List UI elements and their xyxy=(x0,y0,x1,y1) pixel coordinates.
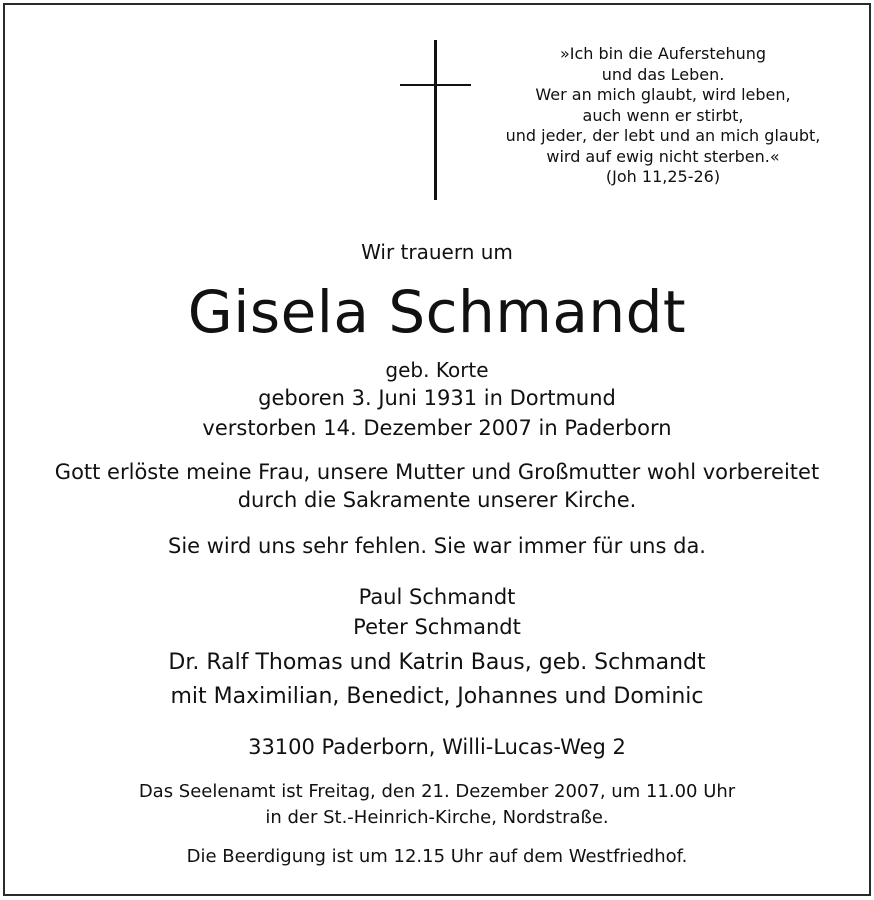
mourner-name: Peter Schmandt xyxy=(353,615,521,639)
service-location: in der St.-Heinrich-Kirche, Nordstraße. xyxy=(265,807,609,828)
birth-info: geboren 3. Juni 1931 in Dortmund xyxy=(258,386,616,410)
bible-verse xyxy=(478,44,848,188)
message-line: durch die Sakramente unserer Kirche. xyxy=(237,488,637,512)
verse-line: Wer an mich glaubt, wird leben, xyxy=(535,85,791,104)
mourner-name: mit Maximilian, Benedict, Johannes und Dominic xyxy=(170,684,704,709)
cross-horizontal-bar xyxy=(400,84,471,86)
deceased-name: Gisela Schmandt xyxy=(187,278,687,346)
death-info: verstorben 14. Dezember 2007 in Paderborn xyxy=(202,416,672,440)
intro-text: Wir trauern um xyxy=(361,240,513,264)
service-info: Das Seelenamt ist Freitag, den 21. Dezember 2007, um 11.00 Uhr xyxy=(138,781,736,802)
verse-line: auch wenn er stirbt, xyxy=(582,105,744,125)
verse-line: und das Leben. xyxy=(601,64,725,84)
cross-vertical-bar xyxy=(434,40,437,200)
verse-line: »Ich bin die Auferstehung xyxy=(559,44,767,63)
missed-text: Sie wird uns sehr fehlen. Sie war immer für uns da. xyxy=(167,534,706,558)
verse-line: wird auf ewig nicht sterben.« xyxy=(546,146,780,166)
mourner-name: Dr. Ralf Thomas und Katrin Baus, geb. Schmandt xyxy=(168,650,706,675)
mourner-name: Paul Schmandt xyxy=(358,585,516,609)
verse-line: und jeder, der lebt und an mich glaubt, xyxy=(505,126,821,145)
verse-reference: (Joh 11,25-26) xyxy=(605,167,721,186)
burial-info: Die Beerdigung ist um 12.15 Uhr auf dem Westfriedhof. xyxy=(186,846,688,867)
maiden-name: geb. Korte xyxy=(385,358,489,382)
message-line: Gott erlöste meine Frau, unsere Mutter und Großmutter wohl vorbereitet xyxy=(54,460,820,484)
address: 33100 Paderborn, Willi-Lucas-Weg 2 xyxy=(248,735,626,759)
